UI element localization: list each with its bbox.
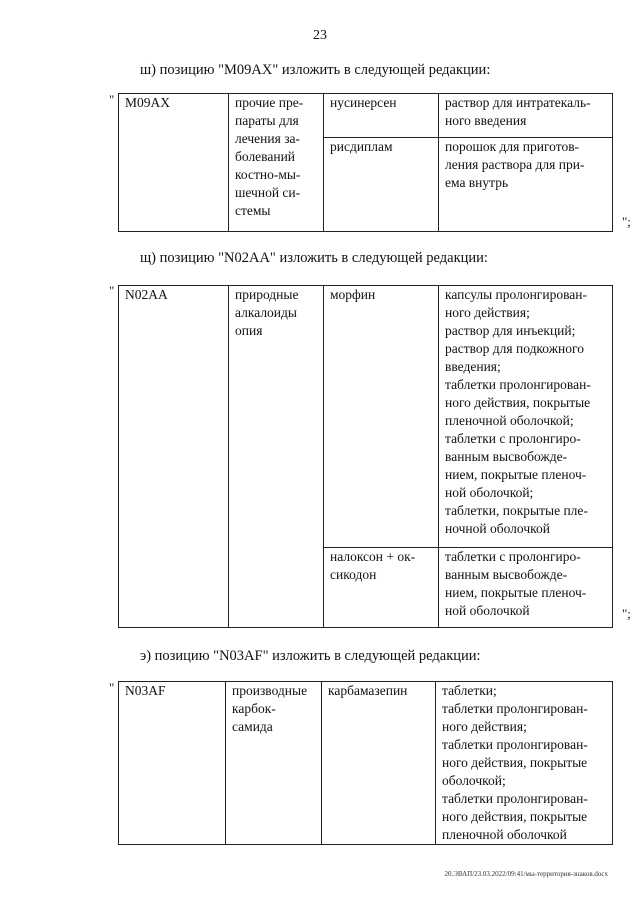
atc-code-cell <box>119 94 229 232</box>
open-quote: " <box>109 680 115 695</box>
dosage-form: капсулы пролонгирован- ного действия; раствор для инъекций; раствор для подкожного введения; таблетки пролонгирован- ного действия, покрытые пленочной оболочкой; таблетки с пролонгиро- ванным высвобожде- нием, покрытые пленоч- ной оболочкой; таблетки, покрытые пле- ночной оболочкой <box>445 287 591 536</box>
close-quote: "; <box>622 606 631 621</box>
group-cell <box>226 682 322 845</box>
form-cell <box>436 682 613 845</box>
table-row <box>119 94 613 138</box>
medication-table <box>118 93 613 232</box>
drug-cell <box>324 548 439 628</box>
atc-code-cell <box>119 286 229 628</box>
open-quote: " <box>109 283 115 298</box>
group-name: производные карбок- самида <box>232 683 308 734</box>
section-intro: э) позицию "N03AF" изложить в следующей редакции: <box>140 648 481 664</box>
dosage-form: таблетки с пролонгиро- ванным высвобожде- нием, покрытые пленоч- ной оболочкой <box>445 549 587 618</box>
drug-name: карбамазепин <box>328 683 408 698</box>
dosage-form: таблетки; таблетки пролонгирован- ного действия; таблетки пролонгирован- ного действия, покрытые оболочкой; таблетки пролонгирован- ного действия, покрытые пленочной оболочкой <box>442 683 588 842</box>
dosage-form: порошок для приготов- ления раствора для при- ема внутрь <box>445 139 585 190</box>
drug-cell <box>324 94 439 138</box>
form-cell <box>439 548 613 628</box>
dosage-form: раствор для интратекаль- ного введения <box>445 95 591 128</box>
document-footer: 20.ЭВАП/23.03.2022/09:41/мы-территория-знаков.docx <box>444 870 608 878</box>
atc-code: N03AF <box>125 683 166 698</box>
drug-name: рисдиплам <box>330 139 393 154</box>
group-cell <box>229 94 324 232</box>
medication-table <box>118 285 613 628</box>
drug-name: налоксон + ок- сикодон <box>330 549 416 582</box>
table-row <box>119 682 613 845</box>
section-intro: ш) позицию "M09AX" изложить в следующей редакции: <box>140 62 491 78</box>
form-cell <box>439 286 613 548</box>
drug-cell <box>322 682 436 845</box>
atc-code-cell <box>119 682 226 845</box>
atc-code: M09AX <box>125 95 171 110</box>
drug-cell <box>324 138 439 232</box>
page-number: 23 <box>313 28 327 43</box>
open-quote: " <box>109 92 115 107</box>
close-quote: "; <box>622 214 631 229</box>
group-name: природные алкалоиды опия <box>235 287 299 338</box>
form-cell <box>439 138 613 232</box>
section-intro: щ) позицию "N02AA" изложить в следующей редакции: <box>140 250 488 266</box>
drug-name: нусинерсен <box>330 95 397 110</box>
drug-name: морфин <box>330 287 376 302</box>
form-cell <box>439 94 613 138</box>
drug-cell <box>324 286 439 548</box>
table-row <box>119 286 613 548</box>
atc-code: N02AA <box>125 287 168 302</box>
group-name: прочие пре- параты для лечения за- болеваний костно-мы- шечной си- стемы <box>235 95 304 218</box>
group-cell <box>229 286 324 628</box>
medication-table <box>118 681 613 845</box>
